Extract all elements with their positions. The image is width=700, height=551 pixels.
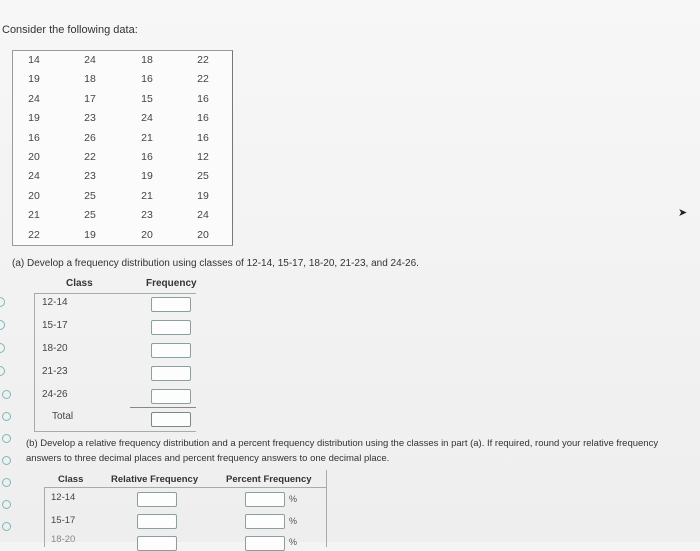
side-radio-6[interactable] [2,412,11,421]
data-cell: 24 [141,112,153,125]
percent-frequency-input-15-17[interactable] [245,514,285,529]
data-cell: 24 [28,170,40,183]
data-cell: 19 [28,112,40,125]
data-cell: 16 [141,151,153,163]
part-b-class-12-14: 12-14 [51,492,76,503]
side-radio-8[interactable] [2,456,11,465]
data-cell: 21 [28,209,40,222]
part-b-percent-header: Percent Frequency [226,474,312,485]
frequency-input-total[interactable] [151,412,191,427]
data-row [13,112,232,131]
part-a-header-divider [34,293,196,294]
data-cell: 20 [197,228,209,241]
percent-frequency-input-12-14[interactable] [245,492,285,507]
part-a-total-divider [130,407,196,408]
data-cell: 22 [84,151,96,163]
data-cell: 20 [141,228,153,241]
problem-heading: Consider the following data: [2,24,138,36]
part-a-total-label: Total [52,411,74,422]
data-cell: 19 [84,228,96,241]
percent-sign-18-20: % [289,537,298,547]
data-cell: 22 [197,73,209,86]
side-radio-3[interactable] [0,343,5,353]
data-cell: 14 [28,54,40,66]
data-cell: 19 [141,170,153,183]
data-cell: 19 [28,73,40,86]
data-row [13,73,232,92]
part-b-relative-header: Relative Frequency [111,474,199,485]
data-row [13,209,232,228]
frequency-input-12-14[interactable] [151,297,191,312]
side-radio-7[interactable] [2,434,11,443]
data-row [13,229,232,248]
part-a-class-header: Class [66,278,93,289]
part-b-class-header: Class [58,474,84,485]
frequency-input-18-20[interactable] [151,343,191,358]
relative-frequency-input-12-14[interactable] [137,492,177,507]
frequency-input-21-23[interactable] [151,366,191,381]
data-cell: 23 [84,112,96,125]
data-cell: 24 [28,92,40,105]
data-cell: 16 [141,73,153,86]
part-a-class-18-20: 18-20 [42,343,68,354]
mouse-cursor-icon: ➤ [678,207,688,219]
side-radio-2[interactable] [0,320,5,330]
data-row [13,170,232,189]
part-b-class-15-17: 15-17 [51,515,76,526]
data-cell: 20 [28,151,40,163]
side-radio-9[interactable] [2,478,11,487]
data-cell: 21 [141,189,153,202]
relative-frequency-input-15-17[interactable] [137,514,177,529]
data-cell: 18 [141,54,153,66]
percent-frequency-input-18-20[interactable] [245,536,285,551]
data-cell: 25 [84,209,96,222]
data-cell: 12 [197,151,209,163]
part-b-question: (b) Develop a relative frequency distribution and a percent frequency distribution using the classes in part (a). If required, round your relative frequency answers to three decimal places and percent frequency answers to one decimal place. [26,438,659,464]
data-cell: 16 [197,92,209,105]
frequency-input-24-26[interactable] [151,389,191,404]
side-radio-4[interactable] [0,366,5,376]
part-a-class-12-14: 12-14 [42,297,68,308]
data-cell: 22 [28,228,40,241]
side-radio-10[interactable] [2,500,11,509]
data-row [13,151,232,170]
relative-frequency-input-18-20[interactable] [137,536,177,551]
data-cell: 21 [141,131,153,144]
part-b-header-divider [44,487,326,488]
data-row [13,132,232,151]
data-cell: 16 [28,131,40,144]
percent-sign-15-17: % [289,516,298,526]
part-a-left-border [34,293,35,431]
data-cell: 16 [197,112,209,125]
data-row [13,190,232,209]
data-cell: 26 [84,131,96,144]
data-table [12,50,233,246]
side-radio-5[interactable] [2,390,11,399]
part-a-question: (a) Develop a frequency distribution using classes of 12-14, 15-17, 18-20, 21-23, and 24-26. [12,258,419,269]
data-cell: 24 [84,54,96,66]
part-a-bottom-border [34,431,196,432]
part-a-class-21-23: 21-23 [42,366,68,377]
part-b-class-18-20: 18-20 [51,534,76,545]
data-cell: 24 [197,209,209,222]
data-cell: 19 [197,189,209,202]
data-cell: 15 [141,92,153,105]
data-cell: 18 [84,73,96,86]
side-radio-1[interactable] [0,297,5,307]
part-b-left-border [44,487,45,547]
data-cell: 23 [84,170,96,183]
data-cell: 23 [141,209,153,222]
data-row [13,54,232,73]
data-cell: 20 [28,189,40,202]
part-a-frequency-header: Frequency [146,278,197,289]
data-cell: 25 [197,170,209,183]
part-a-class-15-17: 15-17 [42,320,68,331]
side-radio-11[interactable] [2,522,11,531]
part-b-right-border [326,470,327,547]
data-row [13,93,232,112]
part-a-class-24-26: 24-26 [42,389,68,400]
data-cell: 22 [197,54,209,66]
percent-sign-12-14: % [289,494,298,504]
data-cell: 17 [84,92,96,105]
data-cell: 25 [84,189,96,202]
frequency-input-15-17[interactable] [151,320,191,335]
data-cell: 16 [197,131,209,144]
